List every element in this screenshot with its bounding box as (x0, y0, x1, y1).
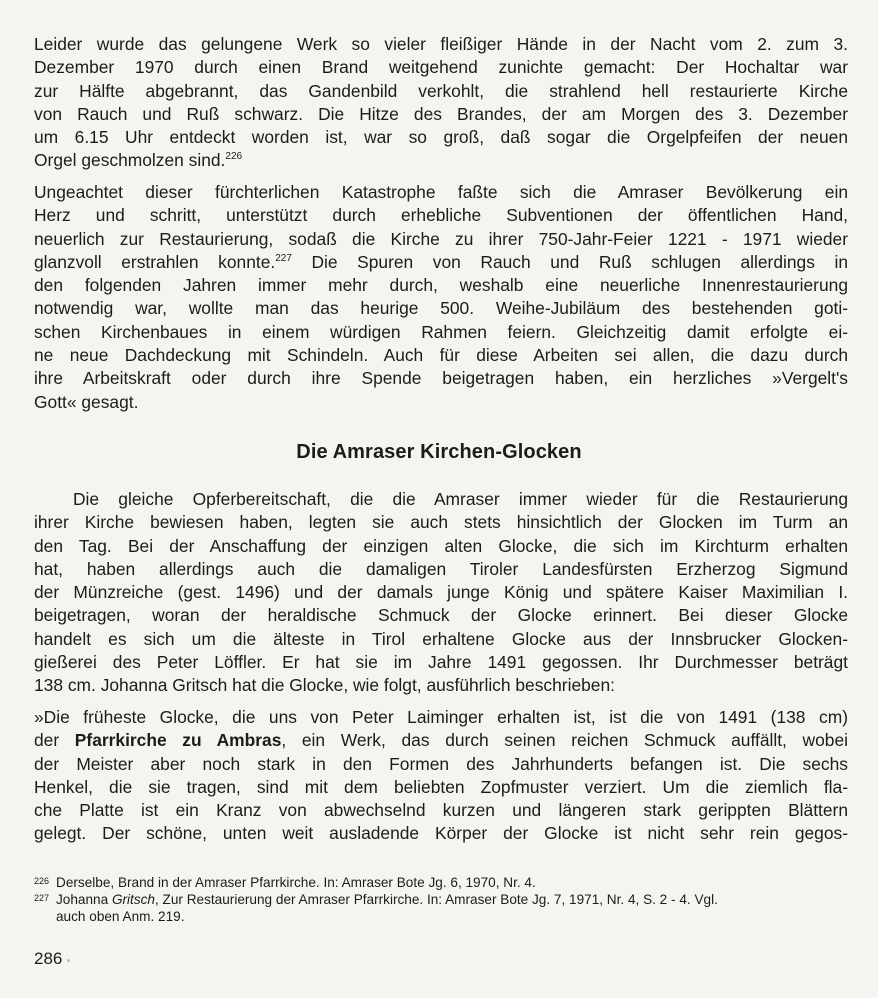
text-line: 138 cm. Johanna Gritsch hat die Glocke, wie folgt, ausführlich beschrieben: (34, 675, 615, 696)
text-line: Ungeachtet dieser fürchterlichen Katastrophe faßte sich die Amraser Bevölkerung ein (34, 182, 848, 202)
text-fragment: , ein Werk, das durch seinen reichen Schmuck auffällt, wobei (281, 730, 848, 751)
footnote-reference-226: 226 (225, 151, 243, 163)
text-line: ihrer Kirche bewiesen haben, legten sie auch stets hinsichtlich der Glocken im Turm an (34, 512, 848, 533)
text-line: Leider wurde das gelungene Werk so vieler fleißiger Hände in der Nacht vom 2. zum 3. (34, 34, 848, 54)
text-line: der Münzreiche (gest. 1496) und der damals junge König und spätere Kaiser Maximilian I. (34, 582, 848, 603)
text-line: Dezember 1970 durch einen Brand weitgehend zunichte gemacht: Der Hochaltar war (34, 57, 848, 78)
text-line: der Meister aber noch stark in den Formen des Jahrhunderts befangen ist. Die sechs (34, 753, 848, 774)
text-line: den Tag. Bei der Anschaffung der einzigen alten Glocke, die sich im Kirchturm erhalten (34, 535, 848, 556)
footnote-226 (34, 874, 848, 891)
paragraph-restoration (34, 181, 848, 414)
text-line: Gott« gesagt. (34, 391, 139, 412)
text-fragment: Die Spuren von Rauch und Ruß schlugen allerdings in (291, 251, 848, 272)
paragraph-quote-gritsch (34, 706, 848, 846)
text-line: »Die früheste Glocke, die uns von Peter Laiminger erhalten ist, ist die von 1491 (138 cm) (34, 707, 848, 727)
section-heading: Die Amraser Kirchen-Glocken (296, 441, 582, 463)
text-fragment: glanzvoll erstrahlen konnte. (34, 251, 276, 272)
footnotes (34, 874, 848, 925)
text-line: gießerei des Peter Löffler. Er hat sie im Jahre 1491 gegossen. Ihr Durchmesser beträgt (34, 652, 848, 673)
text-line (34, 251, 848, 274)
footnote-text: Johanna (56, 892, 112, 907)
footnote-227 (34, 891, 848, 925)
bold-text-pfarrkirche: Pfarrkirche zu Ambras (74, 730, 282, 751)
text-line (34, 729, 848, 752)
text-line: notwendig war, wollte man das heurige 500. Weihe-Jubiläum des bestehenden goti- (34, 298, 848, 319)
text-fragment: Die gleiche Opferbereitschaft, die die Amraser immer wieder für die Restaurierung (73, 489, 848, 509)
text-line: ne neue Dachdeckung mit Schindeln. Auch für diese Arbeiten sei allen, die dazu durch (34, 345, 848, 366)
text-line (34, 149, 848, 172)
text-line: beigetragen, woran der heraldische Schmuck der Glocke erinnert. Bei dieser Glocke (34, 605, 848, 626)
footnote-text: , Zur Restaurierung der Amraser Pfarrkirche. In: Amraser Bote Jg. 7, 1971, Nr. 4, S. 2 - 4. Vgl. (155, 892, 718, 907)
text-fragment: der (34, 730, 75, 751)
text-line: neuerlich zur Restaurierung, sodaß die Kirche zu ihrer 750-Jahr-Feier 1221 - 1971 wieder (34, 228, 848, 249)
footnote-reference-227: 227 (275, 252, 292, 264)
paragraph-bells (34, 488, 848, 698)
footnote-text: Derselbe, Brand in der Amraser Pfarrkirche. In: Amraser Bote Jg. 6, 1970, Nr. 4. (56, 875, 536, 890)
paragraph-fire-1970 (34, 33, 848, 173)
text-line: gelegt. Der schöne, unten weit ausladende Körper der Glocke ist nicht sehr rein gegos- (34, 823, 848, 844)
page-number-dot (67, 959, 70, 962)
text-line: zur Hälfte abgebrannt, das Gandenbild verkohlt, die strahlend hell restaurierte Kirche (34, 80, 848, 101)
text-line: Henkel, die sie tragen, sind mit dem beliebten Zopfmuster verziert. Um die ziemlich fla- (34, 776, 848, 797)
text-line: Herz und schritt, unterstützt durch erhebliche Subventionen der öffentlichen Hand, (34, 205, 848, 226)
text-line (34, 488, 848, 511)
text-line: den folgenden Jahren immer mehr durch, weshalb eine neuerliche Innenrestaurierung (34, 275, 848, 296)
text-line: hat, haben allerdings auch die damaligen Tiroler Landesfürsten Erzherzog Sigmund (34, 558, 848, 579)
footnote-number: 227 (34, 893, 50, 903)
text-line: ihre Arbeitskraft oder durch ihre Spende beigetragen haben, ein herzliches »Vergelt's (34, 368, 848, 389)
text-line: schen Kirchenbaues in einem würdigen Rahmen feiern. Gleichzeitig damit erfolgte ei- (34, 321, 848, 342)
text-line: um 6.15 Uhr entdeckt worden ist, war so groß, daß sogar die Orgelpfeifen der neuen (34, 127, 848, 148)
footnote-number: 226 (34, 876, 50, 886)
page-number: 286 (34, 949, 63, 968)
text-line: che Platte ist ein Kranz von abwechselnd kurzen und längeren stark gerippten Blättern (34, 800, 848, 821)
footnote-author-italic: Gritsch (111, 892, 155, 907)
text-fragment: Orgel geschmolzen sind. (34, 150, 226, 171)
footnote-continuation: auch oben Anm. 219. (56, 909, 185, 924)
text-line: handelt es sich um die älteste in Tirol erhaltene Glocke aus der Innsbrucker Glocken- (34, 628, 848, 649)
text-line: von Rauch und Ruß schwarz. Die Hitze des Brandes, der am Morgen des 3. Dezember (34, 103, 848, 124)
